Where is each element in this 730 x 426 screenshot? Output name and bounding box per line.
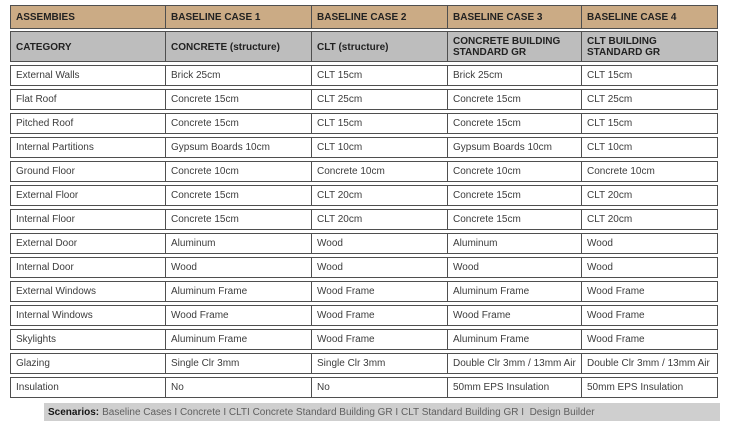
value-cell: Wood [447,258,581,277]
value-cell: Double Clr 3mm / 13mm Air [581,354,717,373]
value-cell: Concrete 10cm [581,162,717,181]
subheader-cell: CLT (structure) [311,32,447,61]
table-row [10,89,718,110]
value-cell: Concrete 15cm [165,186,311,205]
table-row [10,305,718,326]
value-cell: Wood [581,258,717,277]
value-cell: Wood Frame [311,306,447,325]
value-cell: Concrete 15cm [165,90,311,109]
table-header-row-categories [10,31,718,62]
value-cell: CLT 15cm [311,114,447,133]
value-cell: CLT 20cm [311,186,447,205]
table-row [10,65,718,86]
category-cell: Flat Roof [16,94,57,105]
value-cell: Aluminum Frame [165,330,311,349]
value-cell: CLT 15cm [311,66,447,85]
category-cell: Internal Windows [16,310,93,321]
value-cell: Wood [165,258,311,277]
value-cell: Single Clr 3mm [165,354,311,373]
value-cell: Wood [311,258,447,277]
value-cell: CLT 15cm [581,66,717,85]
value-cell: Double Clr 3mm / 13mm Air [447,354,581,373]
value-cell: Wood Frame [311,282,447,301]
table-row [10,209,718,230]
category-cell: Pitched Roof [16,118,74,129]
value-cell: Aluminum Frame [447,282,581,301]
value-cell: CLT 25cm [311,90,447,109]
header-cell: BASELINE CASE 3 [447,6,581,28]
header-cell: BASELINE CASE 2 [311,6,447,28]
subheader-cell: CONCRETE (structure) [165,32,311,61]
value-cell: Aluminum [165,234,311,253]
subheader-cell: CLT BUILDING STANDARD GR [581,32,717,61]
value-cell: CLT 20cm [581,186,717,205]
value-cell: Concrete 15cm [165,114,311,133]
value-cell: CLT 15cm [581,114,717,133]
category-cell: External Door [16,238,78,249]
value-cell: Single Clr 3mm [311,354,447,373]
value-cell: No [165,378,311,397]
scenarios-label: Scenarios: [48,406,100,418]
table-row [10,377,718,398]
value-cell: Gypsum Boards 10cm [165,138,311,157]
value-cell: Concrete 15cm [447,186,581,205]
value-cell: Wood Frame [581,330,717,349]
category-cell: Internal Floor [16,214,75,225]
value-cell: Aluminum Frame [447,330,581,349]
subheader-cell: CONCRETE BUILDING STANDARD GR [447,32,581,61]
category-cell: External Windows [16,286,97,297]
value-cell: Concrete 15cm [165,210,311,229]
value-cell: 50mm EPS Insulation [581,378,717,397]
value-cell: Aluminum [447,234,581,253]
category-cell: External Walls [16,70,80,81]
value-cell: Concrete 10cm [165,162,311,181]
table-row [10,185,718,206]
table-header-row-cases [10,5,718,29]
assemblies-table [10,5,718,401]
category-cell: Internal Partitions [16,142,94,153]
category-cell: External Floor [16,190,79,201]
scenarios-footer-bar [44,403,720,421]
value-cell: CLT 20cm [581,210,717,229]
category-cell: Ground Floor [16,166,75,177]
value-cell: CLT 10cm [581,138,717,157]
value-cell: Wood [581,234,717,253]
table-row [10,137,718,158]
table-row [10,281,718,302]
category-cell: Glazing [16,358,50,369]
value-cell: CLT 10cm [311,138,447,157]
value-cell: Brick 25cm [165,66,311,85]
value-cell: Wood Frame [581,306,717,325]
value-cell: Wood [311,234,447,253]
category-cell: Internal Door [16,262,74,273]
value-cell: Concrete 15cm [447,90,581,109]
table-row [10,329,718,350]
table-row [10,233,718,254]
scenarios-text: Baseline Cases I Concrete I CLTI Concrete Standard Building GR I CLT Standard Building GR I Design Builder [102,406,595,418]
value-cell: Brick 25cm [447,66,581,85]
value-cell: Concrete 15cm [447,210,581,229]
table-row [10,353,718,374]
value-cell: No [311,378,447,397]
value-cell: Concrete 10cm [311,162,447,181]
value-cell: Wood Frame [311,330,447,349]
category-cell: Insulation [16,382,59,393]
header-cell: BASELINE CASE 4 [581,6,717,28]
value-cell: 50mm EPS Insulation [447,378,581,397]
table-row [10,161,718,182]
table-body [10,65,718,398]
value-cell: Gypsum Boards 10cm [447,138,581,157]
header-cell: BASELINE CASE 1 [165,6,311,28]
value-cell: Wood Frame [165,306,311,325]
value-cell: CLT 20cm [311,210,447,229]
value-cell: Concrete 10cm [447,162,581,181]
value-cell: Wood Frame [447,306,581,325]
table-row [10,257,718,278]
value-cell: Concrete 15cm [447,114,581,133]
value-cell: CLT 25cm [581,90,717,109]
header-cell: ASSEMBIES [16,12,75,23]
table-row [10,113,718,134]
value-cell: Aluminum Frame [165,282,311,301]
subheader-cell: CATEGORY [16,41,72,53]
value-cell: Wood Frame [581,282,717,301]
category-cell: Skylights [16,334,57,345]
